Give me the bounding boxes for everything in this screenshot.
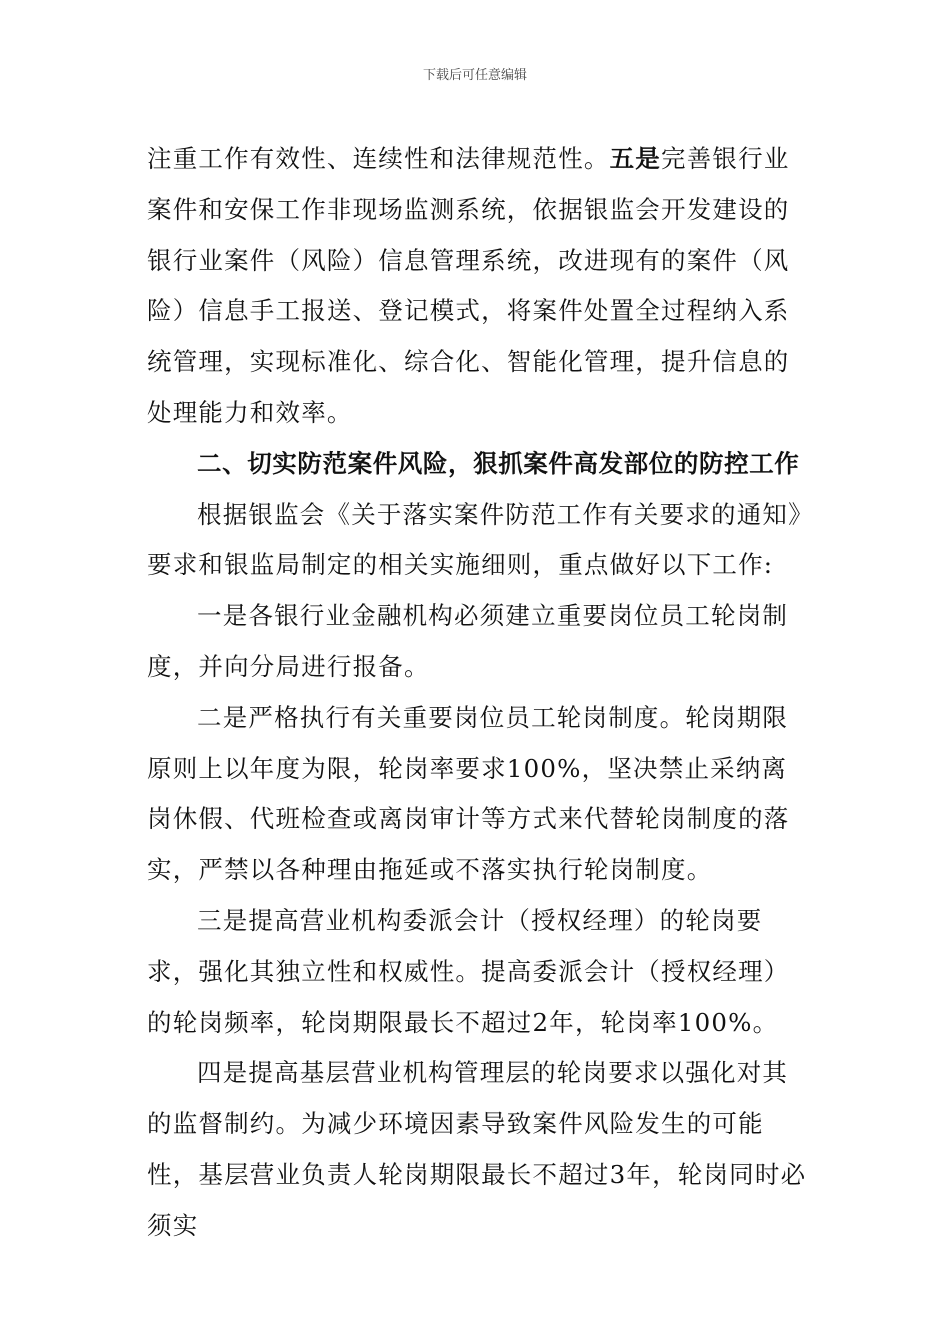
paragraph-item-4: 四是提高基层营业机构管理层的轮岗要求以强化对其的监督制约。为减少环境因素导致案件风险发生的可能性，基层营业负责人轮岗期限最长不超过3年，轮岗同时必须实 [147,1058,807,1240]
paragraph-text: 完善银行业案件和安保工作非现场监测系统，依据银监会开发建设的银行业案件（风险）信息管理系统，改进现有的案件（风险）信息手工报送、登记模式，将案件处置全过程纳入系统管理，实现标准化、综合化、智能化管理，提升信息的处理能力和效率。 [147,144,790,427]
document-body [147,134,807,1252]
page-header-note: 下载后可任意编辑 [422,68,527,83]
paragraph-intro: 根据银监会《关于落实案件防范工作有关要求的通知》要求和银监局制定的相关实施细则，重点做好以下工作: [147,499,802,580]
section-heading: 二、切实防范案件风险，狠抓案件高发部位的防控工作 [197,448,800,478]
paragraph-item-2: 二是严格执行有关重要岗位员工轮岗制度。轮岗期限原则上以年度为限，轮岗率要求100%，坚决禁止采纳离岗休假、代班检查或离岗审计等方式来代替轮岗制度的落实，严禁以各种理由拖延或不落实执行轮岗制度。 [147,702,790,885]
paragraph-item-1: 一是各银行业金融机构必须建立重要岗位员工轮岗制度，并向分局进行报备。 [147,601,789,681]
emphasis-text: 五是 [609,144,662,173]
paragraph-continuation [147,134,807,439]
paragraph-item-3: 三是提高营业机构委派会计（授权经理）的轮岗要求，强化其独立性和权威性。提高委派会计（授权经理）的轮岗频率，轮岗期限最长不超过2年，轮岗率100%。 [147,905,790,1037]
paragraph-text: 注重工作有效性、连续性和法律规范性。 [147,144,610,173]
